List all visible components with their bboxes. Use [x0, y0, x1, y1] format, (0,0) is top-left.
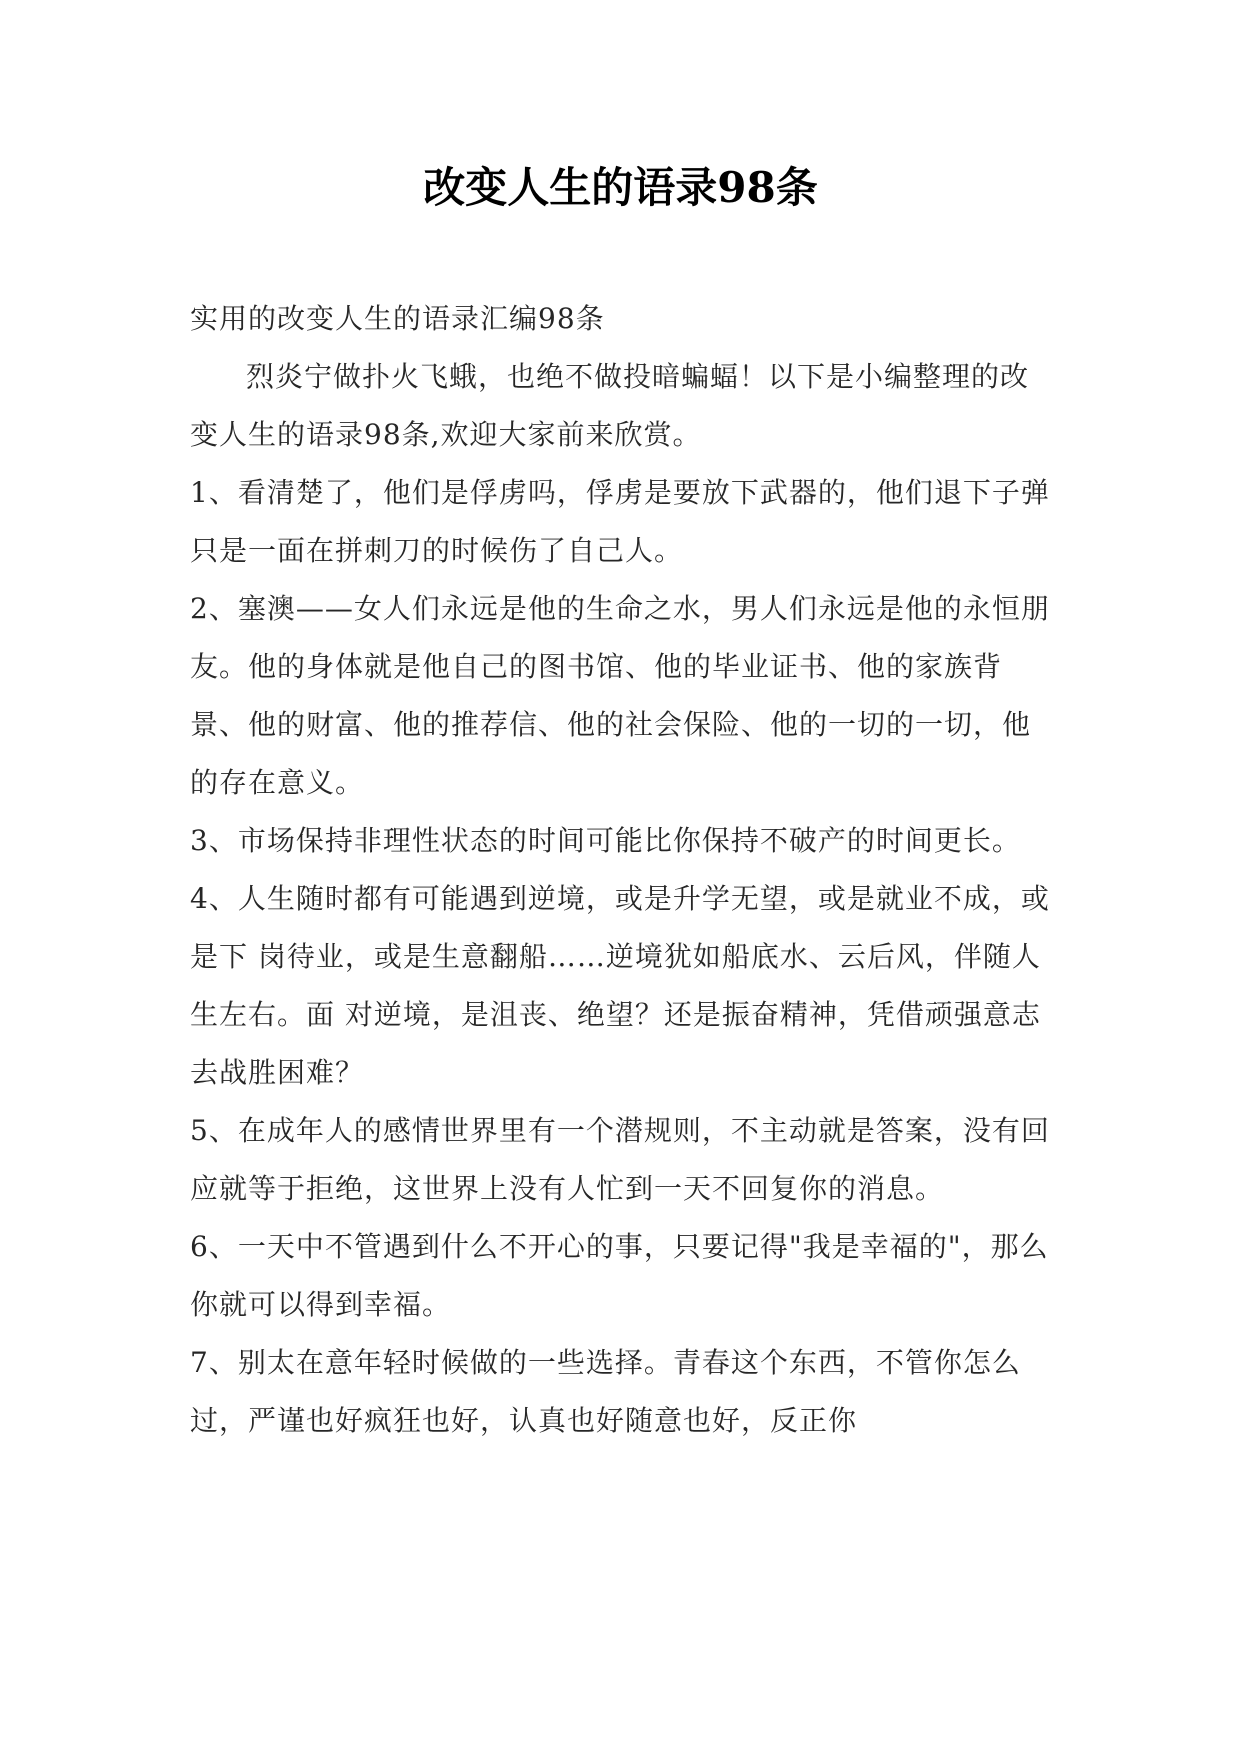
intro-paragraph: 烈炎宁做扑火飞蛾，也绝不做投暗蝙蝠！以下是小编整理的改变人生的语录98条,欢迎大家前来欣赏。: [190, 360, 1030, 451]
document-subtitle: 实用的改变人生的语录汇编98条: [190, 302, 605, 335]
quote-item-1: 1、看清楚了，他们是俘虏吗，俘虏是要放下武器的，他们退下子弹只是一面在拼刺刀的时候伤了自己人。: [190, 476, 1050, 567]
document-body: [190, 290, 1050, 1450]
document-title: 改变人生的语录98条: [423, 163, 818, 212]
quote-item-5: 5、在成年人的感情世界里有一个潜规则，不主动就是答案，没有回应就等于拒绝，这世界上没有人忙到一天不回复你的消息。: [190, 1114, 1050, 1205]
quote-item-6: 6、一天中不管遇到什么不开心的事，只要记得"我是幸福的"，那么你就可以得到幸福。: [190, 1230, 1049, 1321]
quote-item-3: 3、市场保持非理性状态的时间可能比你保持不破产的时间更长。: [190, 824, 1021, 857]
quote-item-7: 7、别太在意年轻时候做的一些选择。青春这个东西，不管你怎么过，严谨也好疯狂也好，认真也好随意也好，反正你: [190, 1346, 1021, 1437]
quote-item-4: 4、人生随时都有可能遇到逆境，或是升学无望，或是就业不成，或是下 岗待业，或是生意翻船……逆境犹如船底水、云后风，伴随人生左右。面 对逆境，是沮丧、绝望？还是振奋精神，凭借顽强意志去战胜困难？: [190, 882, 1050, 1089]
quote-item-2: 2、塞澳——女人们永远是他的生命之水，男人们永远是他的永恒朋友。他的身体就是他自己的图书馆、他的毕业证书、他的家族背景、他的财富、他的推荐信、他的社会保险、他的一切的一切，他的存在意义。: [190, 592, 1050, 799]
